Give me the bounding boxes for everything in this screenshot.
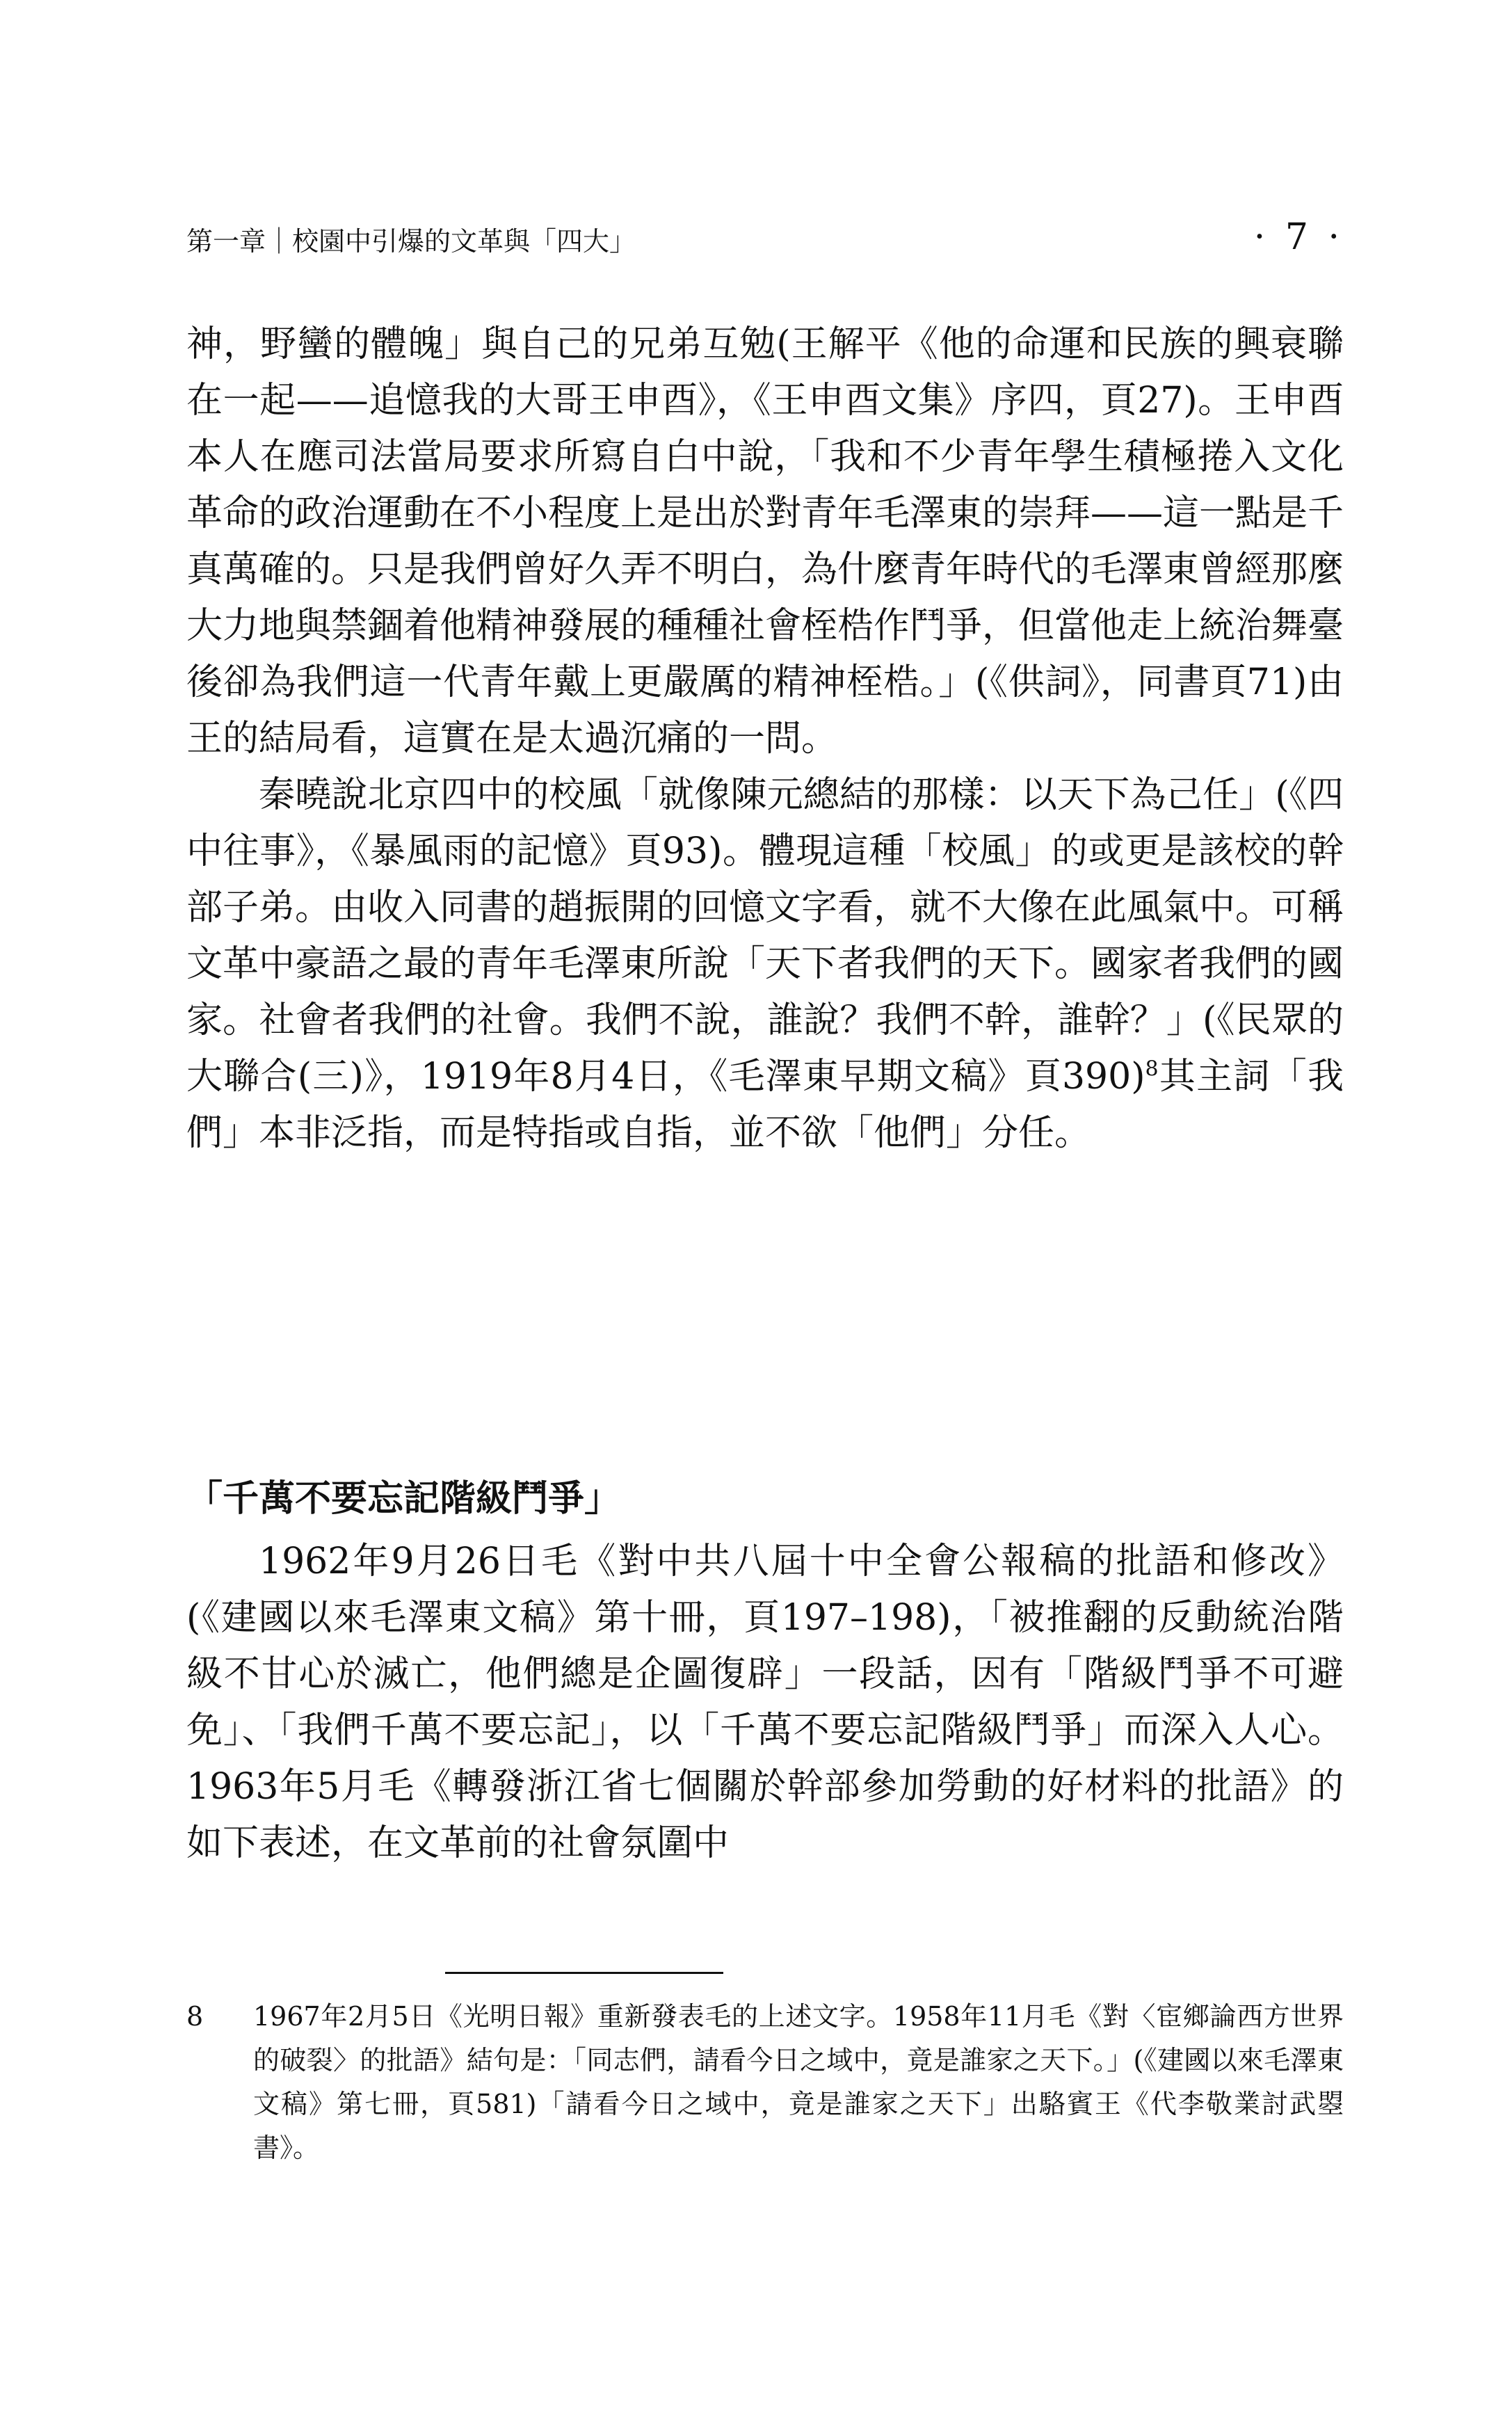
footnote-reference: 8: [1145, 1057, 1159, 1082]
paragraph-text-tail: 其主詞「我們」本非泛指，而是特指或自指，並不欲「他們」分任。: [186, 1056, 1344, 1154]
chapter-title: 第一章｜校園中引爆的文革與「四大」: [186, 226, 636, 257]
paragraph-continued: 神，野蠻的體魄」與自己的兄弟互勉(王解平《他的命運和民族的興衰聯在一起——追憶我的大哥王申酉》，《王申酉文集》序四，頁27)。王申酉本人在應司法當局要求所寫自白中說，「我和不少青年學生積極捲入文化革命的政治運動在不小程度上是出於對青年毛澤東的崇拜——這一點是千真萬確的。只是我們曾好久弄不明白，為什麼青年時代的毛澤東曾經那麼大力地與禁錮着他精神發展的種種社會桎梏作鬥爭，但當他走上統治舞臺後卻為我們這一代青年戴上更嚴厲的精神桎梏。」(《供詞》，同書頁71)由王的結局看，這實在是太過沉痛的一問。: [186, 323, 1344, 760]
footnote-text: 1967年2月5日《光明日報》重新發表毛的上述文字。1958年11月毛《對〈宦鄉論西方世界的破裂〉的批語》結句是：「同志們，請看今日之域中，竟是誰家之天下。」(《建國以來毛澤東文稿》第七冊，頁581)「請看今日之域中，竟是誰家之天下」出駱賓王《代李敬業討武曌書》。: [253, 2001, 1344, 2163]
page-number: · 7 ·: [1253, 216, 1344, 258]
footnote-divider: [445, 1972, 723, 1974]
paragraph-qin-xiao: [186, 767, 1344, 1162]
footnotes: [186, 1995, 1344, 2170]
section-body: [186, 1534, 1344, 1872]
body-text: [186, 316, 1344, 1162]
section-heading: 「千萬不要忘記階級鬥爭」: [186, 1478, 621, 1520]
running-head: [186, 216, 1344, 259]
footnote-number: 8: [186, 2001, 204, 2032]
footnote: [186, 1995, 1344, 2170]
section-paragraph: 1962年9月26日毛《對中共八屆十中全會公報稿的批語和修改》(《建國以來毛澤東文稿》第十冊，頁197–198)，「被推翻的反動統治階級不甘心於滅亡，他們總是企圖復辟」一段話，因有「階級鬥爭不可避免」、「我們千萬不要忘記」，以「千萬不要忘記階級鬥爭」而深入人心。1963年5月毛《轉發浙江省七個關於幹部參加勞動的好材料的批語》的如下表述，在文革前的社會氛圍中: [186, 1541, 1344, 1864]
paragraph-text: 秦曉說北京四中的校風「就像陳元總結的那樣：以天下為己任」(《四中往事》，《暴風雨的記憶》頁93)。體現這種「校風」的或更是該校的幹部子弟。由收入同書的趙振開的回憶文字看，就不大像在此風氣中。可稱文革中豪語之最的青年毛澤東所說「天下者我們的天下。國家者我們的國家。社會者我們的社會。我們不說，誰說？我們不幹，誰幹？」(《民眾的大聯合(三)》，1919年8月4日，《毛澤東早期文稿》頁390): [186, 774, 1344, 1098]
